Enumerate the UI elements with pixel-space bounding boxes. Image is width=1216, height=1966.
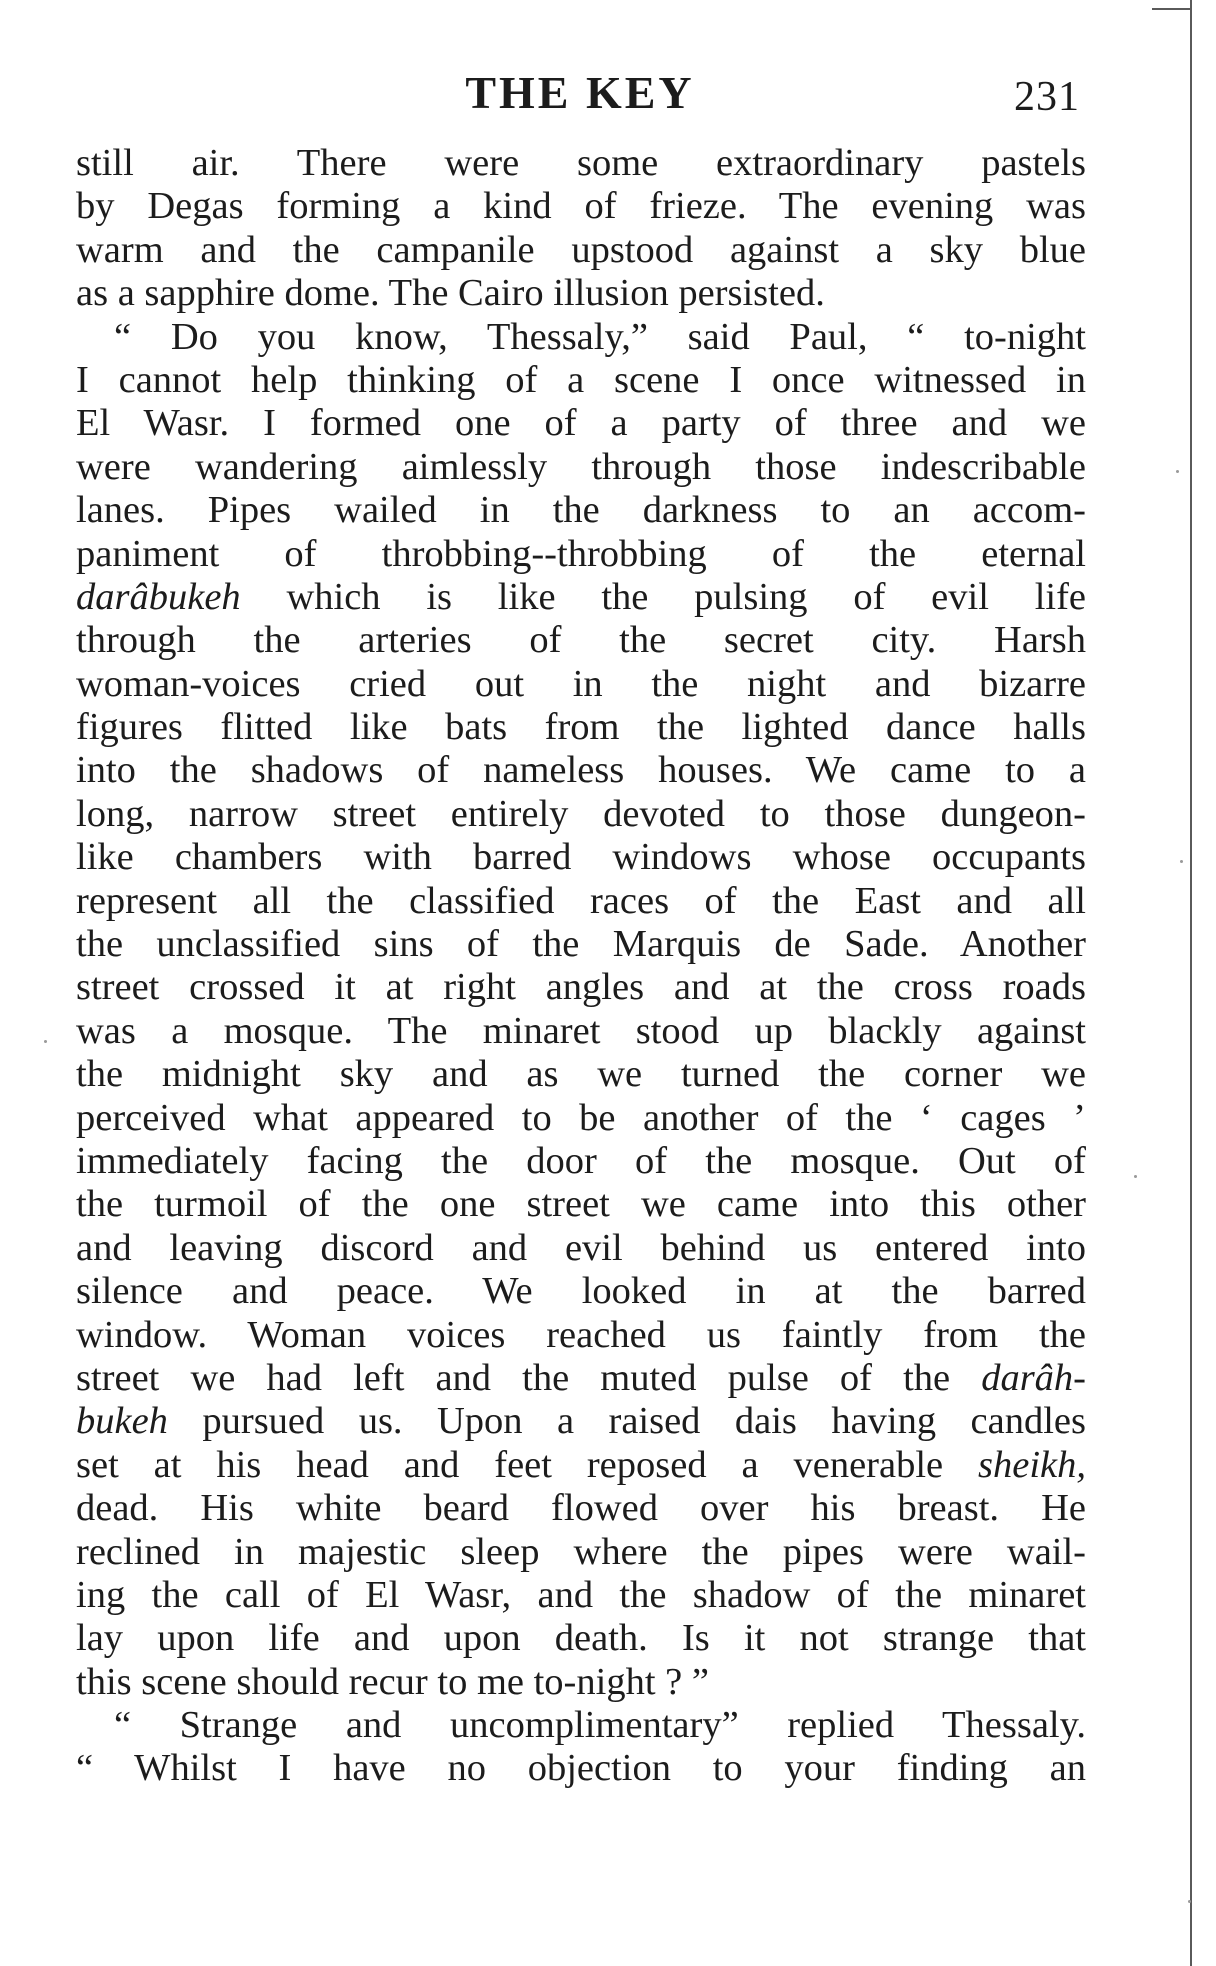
text-line: figures flitted like bats from the lighted dance halls bbox=[76, 706, 1086, 749]
paper-speck bbox=[1176, 470, 1179, 473]
text-line: as a sapphire dome. The Cairo illusion persisted. bbox=[76, 272, 825, 315]
text-line bbox=[76, 1444, 1086, 1487]
text-line: the turmoil of the one street we came into this other bbox=[76, 1183, 1086, 1226]
text-line: street crossed it at right angles and at the cross roads bbox=[76, 966, 1086, 1009]
text-line: window. Woman voices reached us faintly from the bbox=[76, 1313, 1086, 1356]
text-line: by Degas forming a kind of frieze. The evening was bbox=[76, 185, 1086, 228]
text-line: I cannot help thinking of a scene I once witnessed in bbox=[76, 358, 1086, 401]
italic-word: darâbukeh bbox=[76, 575, 241, 618]
paper-speck bbox=[44, 1040, 47, 1043]
text-fragment: which is like the pulsing of evil life bbox=[240, 575, 1086, 618]
text-line: silence and peace. We looked in at the barred bbox=[76, 1270, 1086, 1313]
text-line: paniment of throbbing--throbbing of the eternal bbox=[76, 532, 1086, 575]
text-line: “ Do you know, Thessaly,” said Paul, “ to-night bbox=[114, 315, 1086, 358]
text-line: still air. There were some extraordinary pastels bbox=[76, 142, 1086, 184]
text-line: the unclassified sins of the Marquis de Sade. Another bbox=[76, 923, 1086, 966]
text-fragment: pursued us. Upon a raised dais having candles bbox=[167, 1400, 1086, 1443]
running-title: THE KEY bbox=[465, 67, 695, 118]
text-line: woman-voices cried out in the night and bizarre bbox=[76, 662, 1086, 705]
page-header bbox=[80, 66, 1080, 120]
page-edge-line bbox=[1190, 0, 1192, 1966]
text-line: warm and the campanile upstood against a sky blue bbox=[76, 228, 1086, 271]
text-line: like chambers with barred windows whose occupants bbox=[76, 836, 1086, 879]
text-line: represent all the classified races of the East and all bbox=[76, 879, 1086, 922]
body-text bbox=[76, 142, 1086, 1791]
text-line: this scene should recur to me to-night ? ” bbox=[76, 1660, 709, 1703]
text-line: El Wasr. I formed one of a party of three and we bbox=[76, 402, 1086, 445]
text-fragment: set at his head and feet reposed a venerable bbox=[76, 1443, 979, 1486]
text-line: lay upon life and upon death. Is it not strange that bbox=[76, 1617, 1086, 1660]
paper-speck bbox=[1180, 860, 1183, 863]
text-line: immediately facing the door of the mosque. Out of bbox=[76, 1139, 1086, 1182]
text-line: ing the call of El Wasr, and the shadow of the minaret bbox=[76, 1573, 1086, 1616]
text-line: was a mosque. The minaret stood up blackly against bbox=[76, 1009, 1086, 1052]
page-number: 231 bbox=[1014, 74, 1080, 120]
text-line: into the shadows of nameless houses. We came to a bbox=[76, 749, 1086, 792]
text-line: reclined in majestic sleep where the pipes were wail- bbox=[76, 1530, 1086, 1573]
text-line: dead. His white beard flowed over his breast. He bbox=[76, 1487, 1086, 1530]
text-line: the midnight sky and as we turned the corner we bbox=[76, 1053, 1086, 1096]
text-line: long, narrow street entirely devoted to those dungeon- bbox=[76, 792, 1086, 835]
text-line bbox=[76, 576, 1086, 619]
text-line: and leaving discord and evil behind us entered into bbox=[76, 1226, 1086, 1269]
text-line bbox=[76, 1400, 1086, 1443]
page-edge-corner bbox=[1152, 8, 1192, 10]
text-line bbox=[76, 1357, 1086, 1400]
text-line: were wandering aimlessly through those indescribable bbox=[76, 445, 1086, 488]
italic-word: bukeh bbox=[76, 1400, 168, 1443]
text-line: “ Whilst I have no objection to your finding an bbox=[76, 1747, 1086, 1790]
text-line: lanes. Pipes wailed in the darkness to an accom- bbox=[76, 489, 1086, 532]
italic-word: sheikh, bbox=[978, 1443, 1086, 1486]
text-fragment: street we had left and the muted pulse of the bbox=[76, 1356, 982, 1399]
text-line: perceived what appeared to be another of the ‘ cages ’ bbox=[76, 1096, 1086, 1139]
text-line: through the arteries of the secret city. Harsh bbox=[76, 619, 1086, 662]
paper-speck bbox=[1134, 1175, 1137, 1178]
paper-speck bbox=[1188, 1900, 1191, 1903]
italic-word: darâh- bbox=[981, 1356, 1086, 1399]
text-line: “ Strange and uncomplimentary” replied Thessaly. bbox=[114, 1704, 1086, 1747]
